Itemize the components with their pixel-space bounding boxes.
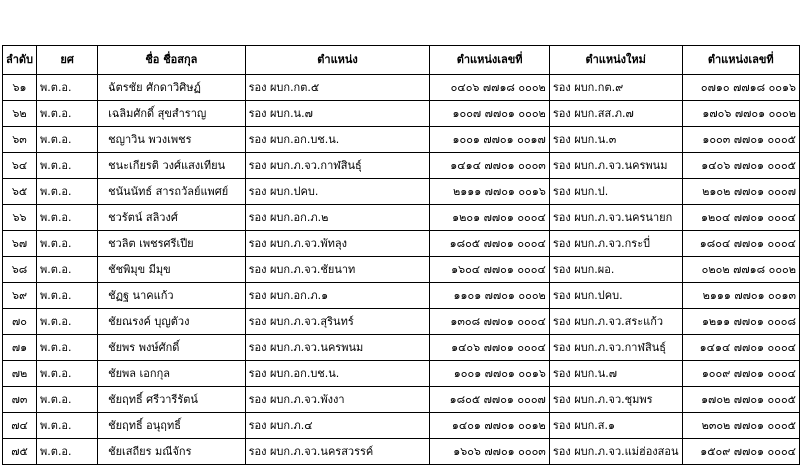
position-number-cell: ๐๔๐๖ ๗๗๑๘ ๐๐๐๒ bbox=[430, 75, 549, 101]
position-number-cell: ๑๐๐๗ ๗๗๐๑ ๐๐๐๒ bbox=[430, 101, 549, 127]
order-cell: ๗๑ bbox=[3, 335, 37, 361]
position-cell: รอง ผบก.ภ.จว.พัทลุง bbox=[245, 231, 430, 257]
order-cell: ๗๒ bbox=[3, 361, 37, 387]
order-cell: ๖๓ bbox=[3, 127, 37, 153]
name-cell: ชัชพิมุข มีมุข bbox=[98, 257, 245, 283]
new-position-number-cell: ๑๒๑๑ ๗๗๐๑ ๐๐๐๘ bbox=[682, 309, 799, 335]
name-cell: ชญาวิน พวงเพชร bbox=[98, 127, 245, 153]
order-cell: ๗๓ bbox=[3, 387, 37, 413]
position-cell: รอง ผบก.ภ.จว.นครสวรรค์ bbox=[245, 439, 430, 465]
rank-cell: พ.ต.อ. bbox=[37, 283, 98, 309]
position-number-cell: ๑๘๐๕ ๗๗๐๑ ๐๐๐๔ bbox=[430, 231, 549, 257]
header-position: ตำแหน่ง bbox=[245, 46, 430, 75]
position-cell: รอง ผบก.อก.บช.น. bbox=[245, 127, 430, 153]
position-number-cell: ๑๔๐๖ ๗๗๐๑ ๐๐๐๔ bbox=[430, 335, 549, 361]
name-cell: ชัยพร พงษ์ศักดิ์ bbox=[98, 335, 245, 361]
new-position-number-cell: ๑๗๐๒ ๗๗๐๑ ๐๐๐๕ bbox=[682, 387, 799, 413]
new-position-cell: รอง ผบก.ภ.จว.กระบี่ bbox=[549, 231, 682, 257]
new-position-number-cell: ๑๘๐๔ ๗๗๐๑ ๐๐๐๔ bbox=[682, 231, 799, 257]
table-row bbox=[3, 127, 800, 153]
name-cell: ชวรัตน์ สลิวงศ์ bbox=[98, 205, 245, 231]
table-row bbox=[3, 387, 800, 413]
header-name: ชื่อ ชื่อสกุล bbox=[98, 46, 245, 75]
position-cell: รอง ผบก.ภ.จว.พังงา bbox=[245, 387, 430, 413]
new-position-number-cell: ๑๔๑๔ ๗๗๐๑ ๐๐๐๔ bbox=[682, 335, 799, 361]
table-row bbox=[3, 413, 800, 439]
rank-cell: พ.ต.อ. bbox=[37, 361, 98, 387]
position-cell: รอง ผบก.น.๗ bbox=[245, 101, 430, 127]
name-cell: ชัยเสถียร มณีจักร bbox=[98, 439, 245, 465]
new-position-cell: รอง ผบก.น.๓ bbox=[549, 127, 682, 153]
table-row bbox=[3, 257, 800, 283]
position-cell: รอง ผบก.ภ.จว.ชัยนาท bbox=[245, 257, 430, 283]
order-cell: ๗๐ bbox=[3, 309, 37, 335]
position-cell: รอง ผบก.ภ.จว.นครพนม bbox=[245, 335, 430, 361]
table-row bbox=[3, 153, 800, 179]
new-position-cell: รอง ผบก.ภ.จว.นครพนม bbox=[549, 153, 682, 179]
personnel-table bbox=[2, 45, 800, 465]
position-cell: รอง ผบก.อก.ภ.๒ bbox=[245, 205, 430, 231]
rank-cell: พ.ต.อ. bbox=[37, 75, 98, 101]
new-position-cell: รอง ผบก.ผอ. bbox=[549, 257, 682, 283]
new-position-cell: รอง ผบก.ส.๑ bbox=[549, 413, 682, 439]
name-cell: ชัยพล เอกกุล bbox=[98, 361, 245, 387]
new-position-number-cell: ๒๓๐๒ ๗๗๐๑ ๐๐๐๕ bbox=[682, 413, 799, 439]
order-cell: ๖๒ bbox=[3, 101, 37, 127]
table-row bbox=[3, 231, 800, 257]
rank-cell: พ.ต.อ. bbox=[37, 231, 98, 257]
header-new-position-number: ตำแหน่งเลขที่ bbox=[682, 46, 799, 75]
table-row bbox=[3, 205, 800, 231]
rank-cell: พ.ต.อ. bbox=[37, 153, 98, 179]
position-cell: รอง ผบก.ภ.๔ bbox=[245, 413, 430, 439]
new-position-number-cell: ๑๐๐๙ ๗๗๐๑ ๐๐๐๔ bbox=[682, 361, 799, 387]
name-cell: ชัยฤทธิ์ ศรีวารีรัตน์ bbox=[98, 387, 245, 413]
table-row bbox=[3, 309, 800, 335]
name-cell: ฉัตรชัย ศักดาวิศิษฏ์ bbox=[98, 75, 245, 101]
new-position-cell: รอง ผบก.ภ.จว.กาฬสินธุ์ bbox=[549, 335, 682, 361]
position-number-cell: ๑๘๐๕ ๗๗๐๑ ๐๐๐๗ bbox=[430, 387, 549, 413]
position-cell: รอง ผบก.ปคบ. bbox=[245, 179, 430, 205]
rank-cell: พ.ต.อ. bbox=[37, 127, 98, 153]
position-cell: รอง ผบก.อก.บช.น. bbox=[245, 361, 430, 387]
new-position-number-cell: ๑๒๐๔ ๗๗๐๑ ๐๐๐๔ bbox=[682, 205, 799, 231]
position-number-cell: ๑๔๐๑ ๗๗๐๑ ๐๐๑๒ bbox=[430, 413, 549, 439]
position-number-cell: ๑๒๐๑ ๗๗๐๑ ๐๐๐๔ bbox=[430, 205, 549, 231]
new-position-number-cell: ๐๒๐๒ ๗๗๑๘ ๐๐๐๒ bbox=[682, 257, 799, 283]
new-position-cell: รอง ผบก.ภ.จว.แม่ฮ่องสอน bbox=[549, 439, 682, 465]
rank-cell: พ.ต.อ. bbox=[37, 309, 98, 335]
table-row bbox=[3, 283, 800, 309]
header-position-number: ตำแหน่งเลขที่ bbox=[430, 46, 549, 75]
order-cell: ๖๔ bbox=[3, 153, 37, 179]
new-position-cell: รอง ผบก.ป. bbox=[549, 179, 682, 205]
position-number-cell: ๑๖๐๖ ๗๗๐๑ ๐๐๐๓ bbox=[430, 439, 549, 465]
order-cell: ๖๘ bbox=[3, 257, 37, 283]
new-position-number-cell: ๑๔๐๖ ๗๗๐๑ ๐๐๐๕ bbox=[682, 153, 799, 179]
header-row bbox=[3, 46, 800, 75]
position-number-cell: ๑๔๑๔ ๗๗๐๑ ๐๐๐๓ bbox=[430, 153, 549, 179]
order-cell: ๗๔ bbox=[3, 413, 37, 439]
name-cell: ชนันนัทธ์ สารถวัลย์แพศย์ bbox=[98, 179, 245, 205]
position-number-cell: ๒๑๑๑ ๗๗๐๑ ๐๐๑๖ bbox=[430, 179, 549, 205]
table-row bbox=[3, 101, 800, 127]
rank-cell: พ.ต.อ. bbox=[37, 205, 98, 231]
name-cell: ชนะเกียรติ วงศ์แสงเทียน bbox=[98, 153, 245, 179]
rank-cell: พ.ต.อ. bbox=[37, 413, 98, 439]
position-number-cell: ๑๑๐๑ ๗๗๐๑ ๐๐๐๒ bbox=[430, 283, 549, 309]
table-row bbox=[3, 75, 800, 101]
header-order: ลำดับ bbox=[3, 46, 37, 75]
new-position-cell: รอง ผบก.ภ.จว.สระแก้ว bbox=[549, 309, 682, 335]
table-row bbox=[3, 335, 800, 361]
table-row bbox=[3, 361, 800, 387]
name-cell: ชัยฤทธิ์ อนุฤทธิ์ bbox=[98, 413, 245, 439]
name-cell: เฉลิมศักดิ์ สุขสำราญ bbox=[98, 101, 245, 127]
name-cell: ชัยณรงค์ บุญตัวง bbox=[98, 309, 245, 335]
rank-cell: พ.ต.อ. bbox=[37, 179, 98, 205]
position-cell: รอง ผบก.กต.๕ bbox=[245, 75, 430, 101]
rank-cell: พ.ต.อ. bbox=[37, 387, 98, 413]
header-rank: ยศ bbox=[37, 46, 98, 75]
rank-cell: พ.ต.อ. bbox=[37, 439, 98, 465]
new-position-number-cell: ๑๕๐๙ ๗๗๐๑ ๐๐๐๔ bbox=[682, 439, 799, 465]
new-position-number-cell: ๑๗๐๖ ๗๗๐๑ ๐๐๐๒ bbox=[682, 101, 799, 127]
position-number-cell: ๑๓๐๘ ๗๗๐๑ ๐๐๐๔ bbox=[430, 309, 549, 335]
table-row bbox=[3, 439, 800, 465]
new-position-cell: รอง ผบก.สส.ภ.๗ bbox=[549, 101, 682, 127]
rank-cell: พ.ต.อ. bbox=[37, 257, 98, 283]
new-position-number-cell: ๒๑๐๒ ๗๗๐๑ ๐๐๐๗ bbox=[682, 179, 799, 205]
table-row bbox=[3, 179, 800, 205]
name-cell: ชัฏฐ นาคแก้ว bbox=[98, 283, 245, 309]
new-position-cell: รอง ผบก.กต.๙ bbox=[549, 75, 682, 101]
order-cell: ๖๑ bbox=[3, 75, 37, 101]
position-number-cell: ๑๐๐๑ ๗๗๐๑ ๐๐๑๖ bbox=[430, 361, 549, 387]
position-cell: รอง ผบก.ภ.จว.สุรินทร์ bbox=[245, 309, 430, 335]
order-cell: ๖๕ bbox=[3, 179, 37, 205]
new-position-number-cell: ๒๑๑๑ ๗๗๐๑ ๐๐๑๓ bbox=[682, 283, 799, 309]
order-cell: ๗๕ bbox=[3, 439, 37, 465]
new-position-cell: รอง ผบก.ภ.จว.ชุมพร bbox=[549, 387, 682, 413]
position-number-cell: ๑๖๐๔ ๗๗๐๑ ๐๐๐๔ bbox=[430, 257, 549, 283]
order-cell: ๖๖ bbox=[3, 205, 37, 231]
position-number-cell: ๑๐๐๑ ๗๗๐๑ ๐๐๑๗ bbox=[430, 127, 549, 153]
new-position-number-cell: ๐๗๑๐ ๗๗๑๘ ๐๐๑๖ bbox=[682, 75, 799, 101]
position-cell: รอง ผบก.ภ.จว.กาฬสินธุ์ bbox=[245, 153, 430, 179]
order-cell: ๖๙ bbox=[3, 283, 37, 309]
rank-cell: พ.ต.อ. bbox=[37, 335, 98, 361]
new-position-cell: รอง ผบก.ปคบ. bbox=[549, 283, 682, 309]
rank-cell: พ.ต.อ. bbox=[37, 101, 98, 127]
order-cell: ๖๗ bbox=[3, 231, 37, 257]
position-cell: รอง ผบก.อก.ภ.๑ bbox=[245, 283, 430, 309]
name-cell: ชวลิต เพชรศรีเปีย bbox=[98, 231, 245, 257]
new-position-number-cell: ๑๐๐๓ ๗๗๐๑ ๐๐๐๕ bbox=[682, 127, 799, 153]
new-position-cell: รอง ผบก.ภ.จว.นครนายก bbox=[549, 205, 682, 231]
header-new-position: ตำแหน่งใหม่ bbox=[549, 46, 682, 75]
new-position-cell: รอง ผบก.น.๗ bbox=[549, 361, 682, 387]
